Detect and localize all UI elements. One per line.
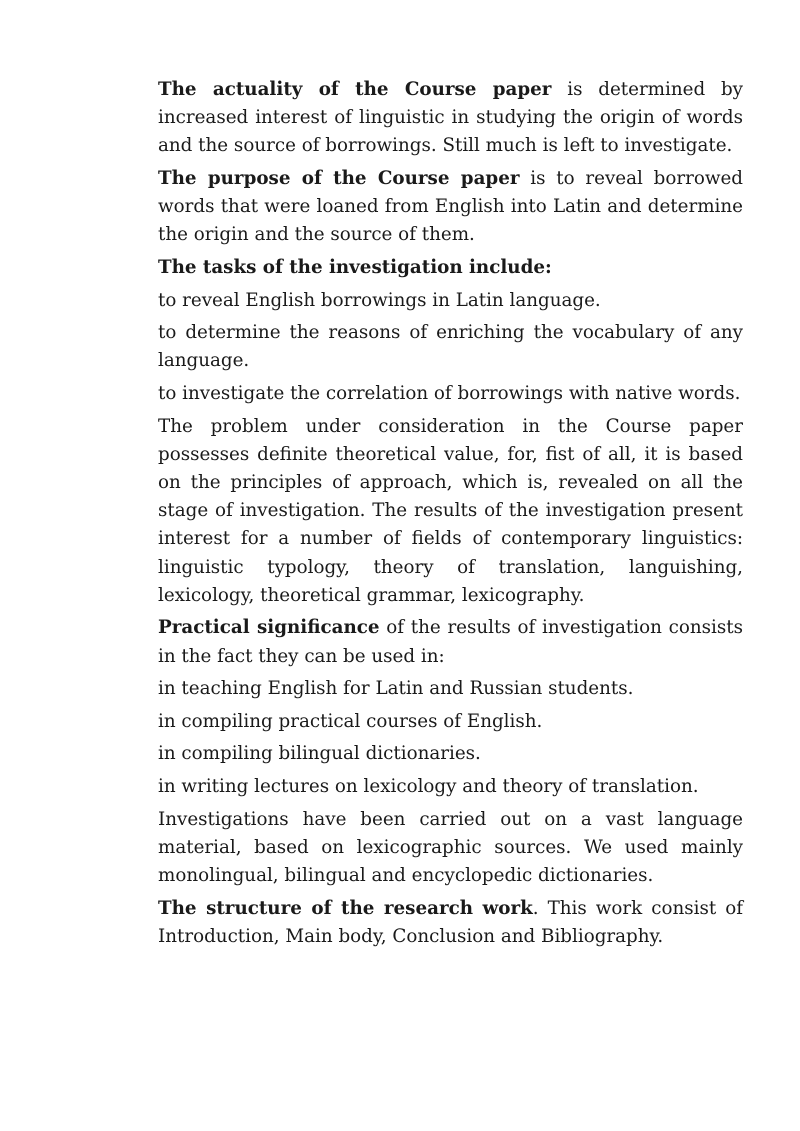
paragraph-text: in compiling bilingual dictionaries. <box>158 743 481 765</box>
paragraph-lead: The actuality of the Course paper <box>158 79 552 100</box>
paragraph-lead: The purpose of the Course paper <box>158 168 520 189</box>
paragraph-text: of the results of investigation consists in the fact they can be used in: <box>158 617 743 667</box>
paragraph-text: to investigate the correlation of borrowings with native words. <box>158 382 741 404</box>
paragraph-task-1 <box>158 287 743 315</box>
paragraph-task-3 <box>158 380 743 408</box>
paragraph-text: Investigations have been carried out on a vast language material, based on lexicographic sources. We used mainly monolingual, bilingual and encyclopedic dictionaries. <box>158 808 743 886</box>
paragraph-use-1 <box>158 675 743 703</box>
paragraph-tasks-heading <box>158 254 743 282</box>
paragraph-task-2 <box>158 319 743 375</box>
paragraph-structure <box>158 895 743 951</box>
paragraph-actuality <box>158 76 743 161</box>
paragraph-lead: The structure of the research work <box>158 897 533 919</box>
paragraph-use-4 <box>158 773 743 801</box>
paragraph-lead: Practical significance <box>158 617 380 639</box>
paragraph-text: . This work consist of Introduction, Main body, Conclusion and Bibliography. <box>158 897 743 947</box>
paragraph-use-3 <box>158 740 743 768</box>
paragraph-text: in teaching English for Latin and Russian students. <box>158 678 634 700</box>
paragraph-text: The problem under consideration in the Course paper possesses definite theoretical value, for, fist of all, it is based on the principles of approach, which is, revealed on all the stage of investigation. The results of the investigation present interest for a number of fields of contemporary linguistics: linguistic typology, theory of translation, languishing, lexicology, theoretical grammar, lexicography. <box>158 415 743 606</box>
paragraph-investigations <box>158 806 743 891</box>
paragraph-text: in compiling practical courses of English. <box>158 710 543 732</box>
paragraph-text: is to reveal borrowed words that were loaned from English into Latin and determine the origin and the source of them. <box>158 168 743 246</box>
paragraph-theoretical-value <box>158 413 743 610</box>
paragraph-use-2 <box>158 708 743 736</box>
paragraph-purpose <box>158 165 743 250</box>
document-page <box>158 76 743 955</box>
paragraph-text: is determined by increased interest of linguistic in studying the origin of words and the source of borrowings. Still much is left to investigate. <box>158 79 743 157</box>
paragraph-text: in writing lectures on lexicology and theory of translation. <box>158 775 699 797</box>
paragraph-lead: The tasks of the investigation include: <box>158 257 552 278</box>
paragraph-text: to reveal English borrowings in Latin language. <box>158 289 601 311</box>
paragraph-practical-significance <box>158 614 743 670</box>
paragraph-text: to determine the reasons of enriching the vocabulary of any language. <box>158 322 743 372</box>
